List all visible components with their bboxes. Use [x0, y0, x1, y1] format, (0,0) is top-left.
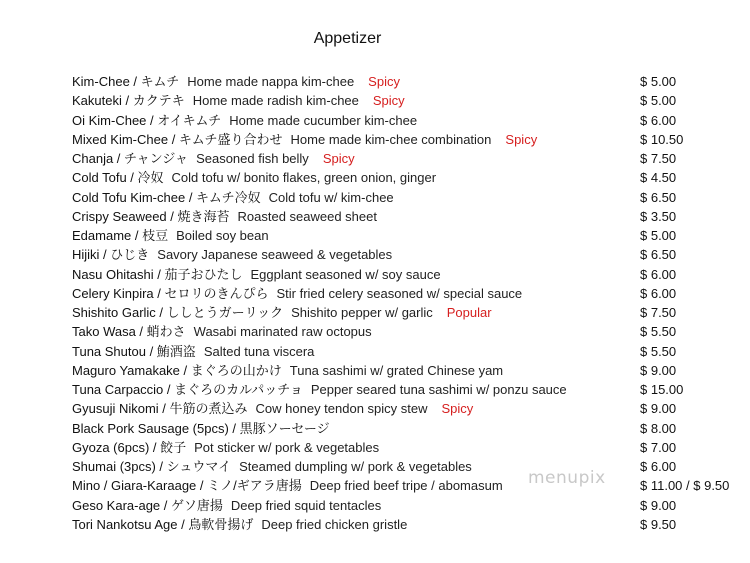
menu-list: [72, 72, 750, 534]
item-description: Deep fried chicken gristle: [261, 516, 408, 532]
item-name: Cold Tofu Kim-chee / キムチ冷奴: [72, 189, 261, 205]
item-tag: Popular: [446, 305, 492, 320]
item-description: Shishito pepper w/ garlic: [291, 305, 433, 320]
menu-item: [72, 476, 750, 495]
item-description: Deep fried squid tentacles: [230, 497, 382, 513]
item-description: Cow honey tendon spicy stew: [255, 401, 428, 417]
item-name: Black Pork Sausage (5pcs) / 黒豚ソーセージ: [72, 420, 330, 436]
menu-item: [72, 111, 750, 130]
item-description: Pot sticker w/ pork & vegetables: [194, 439, 380, 455]
item-tag: Spicy: [368, 74, 400, 89]
item-name: Kakuteki / カクテキ: [72, 93, 185, 109]
item-description: Home made radish kim-chee: [192, 93, 359, 109]
menu-item: [72, 419, 750, 438]
menu-item: [72, 380, 750, 399]
item-price: $ 9.00: [640, 497, 677, 513]
item-name: Tuna Shutou / 鮪酒盗: [72, 343, 196, 359]
menu-item: [72, 438, 750, 457]
item-price: $ 6.00: [640, 459, 677, 474]
menu-item: [72, 496, 750, 515]
menu-item: [72, 361, 750, 380]
item-name: Shumai (3pcs) / シュウマイ: [72, 459, 232, 474]
item-name: Tako Wasa / 蛸わさ: [72, 324, 186, 340]
item-description: Pepper seared tuna sashimi w/ ponzu sauce: [310, 382, 567, 397]
menu-item: [72, 515, 750, 534]
item-tag: Spicy: [441, 401, 474, 417]
item-name: Tori Nankotsu Age / 鳥軟骨揚げ: [72, 516, 254, 532]
menu-item: [72, 72, 750, 91]
item-tag: Spicy: [322, 151, 355, 166]
menu-item: [72, 399, 750, 418]
menu-item: [72, 265, 750, 284]
item-description: Savory Japanese seaweed & vegetables: [157, 247, 393, 263]
item-name: Geso Kara-age / ゲソ唐揚: [72, 497, 223, 513]
item-name: Crispy Seaweed / 焼き海苔: [72, 208, 230, 224]
item-description: Deep fried beef tripe / abomasum: [309, 478, 503, 494]
item-description: Cold tofu w/ kim-chee: [268, 189, 394, 205]
item-price: $ 8.00: [640, 420, 677, 436]
item-description: Roasted seaweed sheet: [237, 208, 377, 224]
item-name: Oi Kim-Chee / オイキムチ: [72, 112, 222, 128]
menu-item: [72, 284, 750, 303]
item-price: $ 3.50: [640, 208, 677, 224]
menu-item: [72, 303, 750, 322]
item-price: $ 7.50: [640, 151, 677, 166]
item-name: Gyoza (6pcs) / 餃子: [72, 439, 187, 455]
item-price: $ 5.00: [640, 228, 677, 243]
item-name: Tuna Carpaccio / まぐろのカルパッチョ: [72, 382, 303, 397]
item-description: Cold tofu w/ bonito flakes, green onion, ginger: [171, 170, 437, 186]
item-tag: Spicy: [505, 131, 538, 147]
item-price: $ 10.50: [640, 131, 684, 147]
item-price: $ 5.00: [640, 74, 677, 89]
item-name: Kim-Chee / キムチ: [72, 74, 180, 89]
item-price: $ 7.50: [640, 305, 677, 320]
menu-item: [72, 188, 750, 207]
menu-item: [72, 91, 750, 110]
menu-item: [72, 226, 750, 245]
item-name: Celery Kinpira / セロリのきんぴら: [72, 285, 269, 301]
item-description: Home made nappa kim-chee: [187, 74, 355, 89]
menu-item: [72, 207, 750, 226]
item-price: $ 6.00: [640, 112, 677, 128]
item-description: Stir fried celery seasoned w/ special sauce: [276, 285, 523, 301]
item-description: Home made cucumber kim-chee: [229, 112, 418, 128]
item-description: Home made kim-chee combination: [290, 131, 492, 147]
item-name: Edamame / 枝豆: [72, 228, 169, 243]
item-name: Chanja / チャンジャ: [72, 151, 189, 166]
item-price: $ 9.00: [640, 401, 677, 417]
item-price: $ 6.50: [640, 189, 677, 205]
item-price: $ 11.00 / $ 9.50: [640, 478, 730, 494]
item-price: $ 5.00: [640, 93, 677, 109]
item-price: $ 6.50: [640, 247, 677, 263]
item-description: Tuna sashimi w/ grated Chinese yam: [289, 362, 504, 378]
item-price: $ 9.50: [640, 516, 677, 532]
item-description: Salted tuna viscera: [203, 343, 315, 359]
menu-item: [72, 130, 750, 149]
item-price: $ 4.50: [640, 170, 677, 186]
item-name: Cold Tofu / 冷奴: [72, 170, 164, 186]
menu-item: [72, 457, 750, 476]
item-description: Eggplant seasoned w/ soy sauce: [250, 266, 441, 282]
item-name: Maguro Yamakake / まぐろの山かけ: [72, 362, 282, 378]
item-tag: Spicy: [372, 93, 405, 109]
menu-item: [72, 168, 750, 187]
item-description: Steamed dumpling w/ pork & vegetables: [239, 459, 472, 474]
item-description: Boiled soy bean: [176, 228, 269, 243]
item-name: Nasu Ohitashi / 茄子おひたし: [72, 266, 243, 282]
item-description: Seasoned fish belly: [196, 151, 309, 166]
item-name: Gyusuji Nikomi / 牛筋の煮込み: [72, 401, 248, 417]
item-price: $ 7.00: [640, 439, 677, 455]
menu-item: [72, 149, 750, 168]
item-name: Mixed Kim-Chee / キムチ盛り合わせ: [72, 131, 283, 147]
menu-item: [72, 322, 750, 341]
menu-item: [72, 245, 750, 264]
item-price: $ 9.00: [640, 362, 677, 378]
item-price: $ 6.00: [640, 285, 677, 301]
item-price: $ 5.50: [640, 324, 677, 340]
item-name: Mino / Giara-Karaage / ミノ/ギアラ唐揚: [72, 478, 302, 494]
watermark: menupix: [528, 468, 606, 488]
item-price: $ 5.50: [640, 343, 677, 359]
item-name: Hijiki / ひじき: [72, 247, 150, 263]
item-description: Wasabi marinated raw octopus: [193, 324, 372, 340]
menu-item: [72, 342, 750, 361]
item-price: $ 6.00: [640, 266, 677, 282]
page-title: Appetizer: [313, 30, 382, 47]
item-price: $ 15.00: [640, 382, 684, 397]
item-name: Shishito Garlic / ししとうガーリック: [72, 305, 284, 320]
